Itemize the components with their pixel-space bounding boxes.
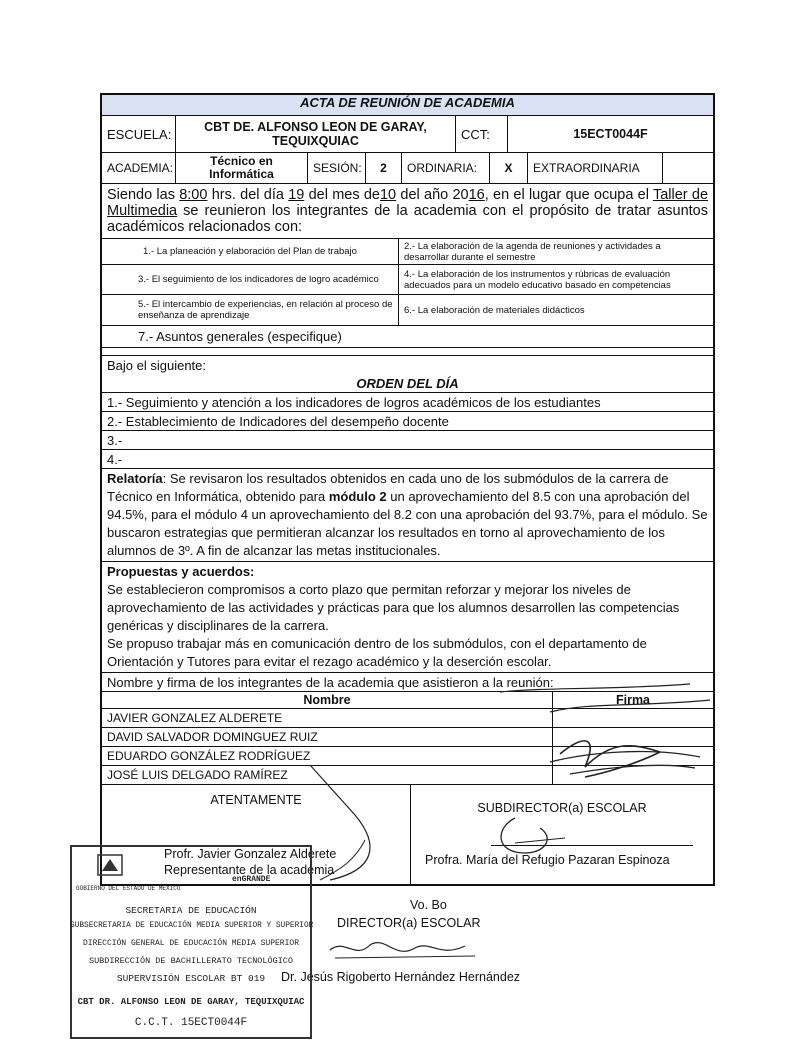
state-logo-icon xyxy=(90,853,130,883)
orden-item-3: 3.- xyxy=(102,430,713,449)
sesion-label: SESIÓN: xyxy=(307,153,365,183)
hora-value: 8:00 xyxy=(179,187,208,203)
items-row-3 xyxy=(102,294,713,325)
representante-role: Representante de la academia xyxy=(164,863,335,877)
subdirector-title: SUBDIRECTOR(a) ESCOLAR xyxy=(477,801,647,815)
propuestas-text xyxy=(102,562,713,672)
sesion-value: 2 xyxy=(365,153,401,183)
orden-item-1: 1.- Seguimiento y atención a los indicadores de logros académicos de los estudiantes xyxy=(102,392,713,411)
ordinaria-label: ORDINARIA: xyxy=(401,153,489,183)
col-firma: Firma xyxy=(552,692,713,708)
relatoria-text: Relatoría: Se revisaron los resultados obtenidos en cada uno de los submódulos de la carrera de Técnico en Informática, obtenido para módulo 2 un aprovechamiento del 8.5 con una aprobación del 94.5%, para el módulo 4 un aprovechamiento del 8.2 con una aprobación del 93.7%, para el módulo. Se buscaron estrategias que permitieran alcanzar los resultados en torno al aprovechamiento de los alumnos de 3º. A fin de alcanzar las metas institucionales. xyxy=(107,471,708,558)
seal-line-6: CBT DR. ALFONSO LEON DE GARAY, TEQUIXQUIAC xyxy=(77,997,305,1007)
item-5: 5.- El intercambio de experiencias, en relación al proceso de enseñanza de aprendizaje xyxy=(138,299,393,321)
asistente-name: JAVIER GONZALEZ ALDERETE xyxy=(107,711,283,725)
propuestas-p1: Se establecieron compromisos a corto plazo que permitan reforzar y mejorar los niveles de aprovechamiento de las actividades y prácticas para que los alumnos desarrollen las competencias genéricas y disciplinares de la carrera. xyxy=(107,582,680,633)
academia-value: Técnico en Informática xyxy=(175,153,307,183)
item-7-row xyxy=(102,325,713,347)
item-4: 4.- La elaboración de los instrumentos y rúbricas de evaluación adecuados para un modelo educativo basado en competencias xyxy=(398,265,713,294)
subdirector-signature xyxy=(485,808,575,868)
seal-gob: GOBIERNO DEL ESTADO DE MÉXICO xyxy=(76,885,181,892)
cct-value: 15ECT0044F xyxy=(507,116,713,152)
escuela-label: ESCUELA: xyxy=(107,126,172,142)
extraordinaria-value xyxy=(662,153,713,183)
asistente-name: EDUARDO GONZÁLEZ RODRÍGUEZ xyxy=(107,749,311,763)
orden-item-2: 2.- Establecimiento de Indicadores del desempeño docente xyxy=(102,411,713,430)
seal-line-3: DIRECCIÓN GENERAL DE EDUCACIÓN MEDIA SUPERIOR xyxy=(82,939,300,948)
vobo-label: Vo. Bo xyxy=(410,898,447,912)
asistente-name: DAVID SALVADOR DOMINGUEZ RUIZ xyxy=(107,730,318,744)
member-signatures xyxy=(490,682,720,792)
lugar-value: Taller de Multimedia xyxy=(107,187,709,219)
items-row-1 xyxy=(102,238,713,264)
seal-line-1: SECRETARIA DE EDUCACIÓN xyxy=(125,905,257,916)
representante-signature xyxy=(300,760,390,890)
col-nombre: Nombre xyxy=(303,693,351,707)
representante-name: Profr. Javier Gonzalez Alderete xyxy=(164,847,337,861)
ordinaria-value: X xyxy=(489,153,527,183)
escuela-value: CBT DE. ALFONSO LEON DE GARAY, TEQUIXQUIAC xyxy=(175,116,455,152)
orden-block xyxy=(102,355,713,392)
propuestas-p2: Se propuso trabajar más en comunicación dentro de los submódulos, con el departamento de Orientación y Tutores para evitar el rezago académico y la deserción escolar. xyxy=(107,636,647,669)
escuela-row xyxy=(102,115,713,152)
item-6: 6.- La elaboración de materiales didácticos xyxy=(398,295,713,325)
cct-label: CCT: xyxy=(455,116,507,152)
item-1: 1.- La planeación y elaboración del Plan de trabajo xyxy=(143,246,357,257)
intro-row xyxy=(102,183,713,238)
intro-paragraph: Siendo las 8:00 hrs. del día 19 del mes de10 del año 2016, en el lugar que ocupa el Taller de Multimedia se reunieron los integrantes de la academia con el propósito de tratar asuntos académicos relacionados con: xyxy=(107,187,709,235)
form-title: ACTA DE REUNIÓN DE ACADEMIA xyxy=(102,95,713,115)
seal-line-7: C.C.T. 15ECT0044F xyxy=(134,1017,248,1029)
extraordinaria-label: EXTRAORDINARIA xyxy=(527,153,662,183)
director-title: DIRECTOR(a) ESCOLAR xyxy=(337,916,481,930)
item-7: 7.- Asuntos generales (especifique) xyxy=(138,329,342,344)
propuestas-row xyxy=(102,561,713,672)
seal-line-4: SUBDIRECCIÓN DE BACHILLERATO TECNOLÓGICO xyxy=(88,956,294,966)
item-3: 3.- El seguimiento de los indicadores de logro académico xyxy=(138,274,379,285)
atentamente-label: ATENTAMENTE xyxy=(210,793,302,807)
spacer-row xyxy=(102,347,713,355)
asistente-name: JOSÉ LUIS DELGADO RAMÍREZ xyxy=(107,768,288,782)
item-2: 2.- La elaboración de la agenda de reuniones y actividades a desarrollar durante el semestre xyxy=(398,239,713,264)
seal-line-5: SUPERVISIÓN ESCOLAR BT 019 xyxy=(116,973,266,984)
official-seal xyxy=(70,845,312,1039)
subdirector-name: Profra. María del Refugio Pazaran Espinoza xyxy=(425,853,670,867)
seal-line-2: SUBSECRETARIA DE EDUCACIÓN MEDIA SUPERIOR Y SUPERIOR xyxy=(70,922,314,930)
items-row-2 xyxy=(102,264,713,294)
orden-item-4: 4.- xyxy=(102,449,713,468)
bajo-label: Bajo el siguiente: xyxy=(107,358,207,373)
director-signature xyxy=(325,930,485,970)
relatoria-row xyxy=(102,468,713,561)
orden-title: ORDEN DEL DÍA xyxy=(356,376,459,391)
mes-value: 10 xyxy=(379,187,397,203)
dia-value: 19 xyxy=(288,187,305,203)
asistentes-label: Nombre y firma de los integrantes de la academia que asistieron a la reunión: xyxy=(102,672,713,691)
seal-engrande: enGRANDE xyxy=(232,875,271,884)
director-name: Dr. Jesús Rigoberto Hernández Hernández xyxy=(281,970,521,984)
academia-row xyxy=(102,152,713,183)
anio-value: 16 xyxy=(468,187,485,203)
propuestas-label: Propuestas y acuerdos: xyxy=(107,564,255,579)
academia-label: ACADEMIA: xyxy=(107,161,174,175)
